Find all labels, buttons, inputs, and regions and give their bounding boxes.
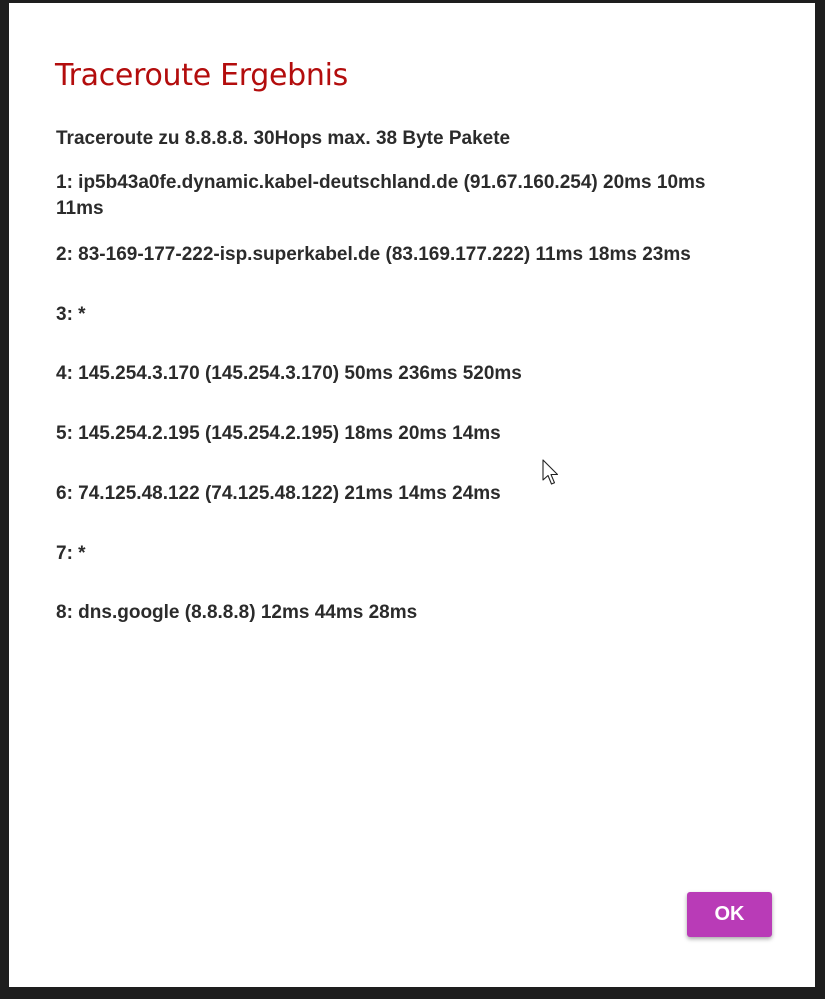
- dialog-title: Traceroute Ergebnis: [55, 58, 348, 93]
- hop-line-4: 4: 145.254.3.170 (145.254.3.170) 50ms 236ms 520ms: [56, 363, 522, 384]
- mouse-pointer-icon: [542, 459, 560, 487]
- hop-line-7: 7: *: [56, 543, 86, 564]
- hop-line-3: 3: *: [56, 304, 86, 325]
- hop-line-1: 1: ip5b43a0fe.dynamic.kabel-deutschland.de (91.67.160.254) 20ms 10ms 11ms: [56, 172, 706, 219]
- hop-line-2: 2: 83-169-177-222-isp.superkabel.de (83.169.177.222) 11ms 18ms 23ms: [56, 244, 691, 265]
- hop-line-8: 8: dns.google (8.8.8.8) 12ms 44ms 28ms: [56, 602, 418, 623]
- hop-line-6: 6: 74.125.48.122 (74.125.48.122) 21ms 14ms 24ms: [56, 483, 501, 504]
- traceroute-summary: Traceroute zu 8.8.8.8. 30Hops max. 38 Byte Pakete: [56, 128, 511, 149]
- hop-line-5: 5: 145.254.2.195 (145.254.2.195) 18ms 20ms 14ms: [56, 423, 501, 444]
- traceroute-dialog: [9, 3, 815, 987]
- ok-button[interactable]: OK: [687, 892, 772, 937]
